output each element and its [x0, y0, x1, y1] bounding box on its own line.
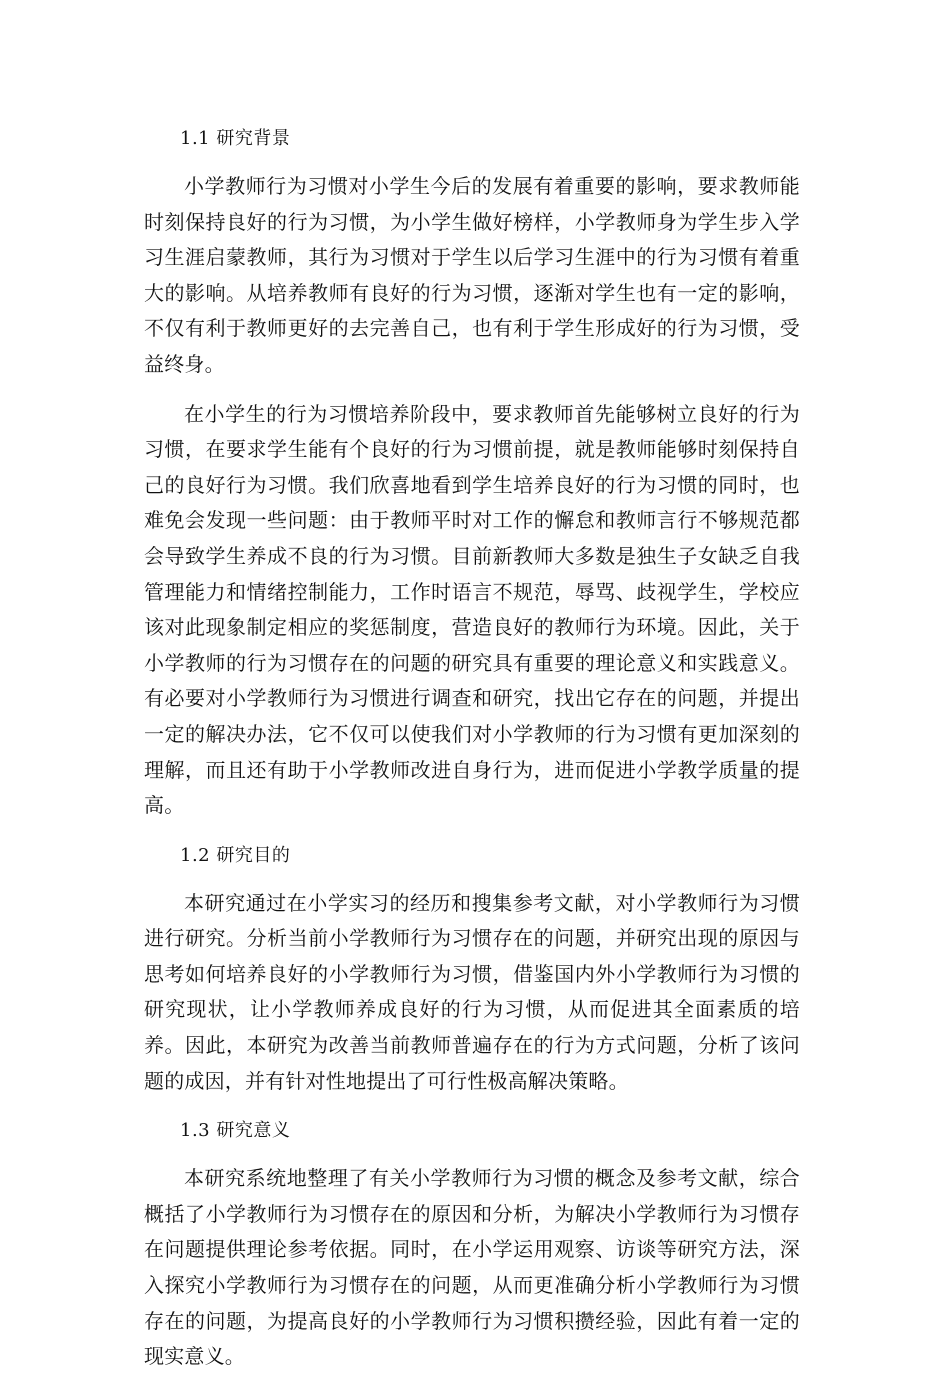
- section-research-background: [144, 121, 800, 824]
- section-research-significance: [144, 1113, 800, 1375]
- section-heading: 1.2 研究目的: [180, 844, 291, 866]
- document-body: [144, 121, 800, 1389]
- paragraph: 本研究通过在小学实习的经历和搜集参考文献，对小学教师行为习惯进行研究。分析当前小学教师行为习惯存在的问题，并研究出现的原因与思考如何培养良好的小学教师行为习惯，借鉴国内外小学教师行为习惯的研究现状，让小学教师养成良好的行为习惯，从而促进其全面素质的培养。因此，本研究为改善当前教师普遍存在的行为方式问题，分析了该问题的成因，并有针对性地提出了可行性极高解决策略。: [144, 890, 800, 1093]
- section-heading: 1.3 研究意义: [180, 1120, 291, 1142]
- paragraph: 小学教师行为习惯对小学生今后的发展有着重要的影响，要求教师能时刻保持良好的行为习惯，为小学生做好榜样，小学教师身为学生步入学习生涯启蒙教师，其行为习惯对于学生以后学习生涯中的行为习惯有着重大的影响。从培养教师有良好的行为习惯，逐渐对学生也有一定的影响，不仅有利于教师更好的去完善自己，也有利于学生形成好的行为习惯，受益终身。: [144, 174, 800, 376]
- section-heading: 1.1 研究背景: [180, 128, 291, 149]
- paragraph: 在小学生的行为习惯培养阶段中，要求教师首先能够树立良好的行为习惯，在要求学生能有个良好的行为习惯前提，就是教师能够时刻保持自己的良好行为习惯。我们欣喜地看到学生培养良好的行为习惯的同时，也难免会发现一些问题：由于教师平时对工作的懈怠和教师言行不够规范都会导致学生养成不良的行为习惯。目前新教师大多数是独生子女缺乏自我管理能力和情绪控制能力，工作时语言不规范，辱骂、歧视学生，学校应该对此现象制定相应的奖惩制度，营造良好的教师行为环境。因此，关于小学教师的行为习惯存在的问题的研究具有重要的理论意义和实践意义。有必要对小学教师行为习惯进行调查和研究，找出它存在的问题，并提出一定的解决办法，它不仅可以使我们对小学教师的行为习惯有更加深刻的理解，而且还有助于小学教师改进自身行为，进而促进小学教学质量的提高。: [144, 401, 800, 818]
- paragraph: 本研究系统地整理了有关小学教师行为习惯的概念及参考文献，综合概括了小学教师行为习惯存在的原因和分析，为解决小学教师行为习惯存在问题提供理论参考依据。同时，在小学运用观察、访谈等研究方法，深入探究小学教师行为习惯存在的问题，从而更准确分析小学教师行为习惯存在的问题，为提高良好的小学教师行为习惯积攒经验，因此有着一定的现实意义。: [144, 1166, 800, 1369]
- section-research-purpose: [144, 838, 800, 1100]
